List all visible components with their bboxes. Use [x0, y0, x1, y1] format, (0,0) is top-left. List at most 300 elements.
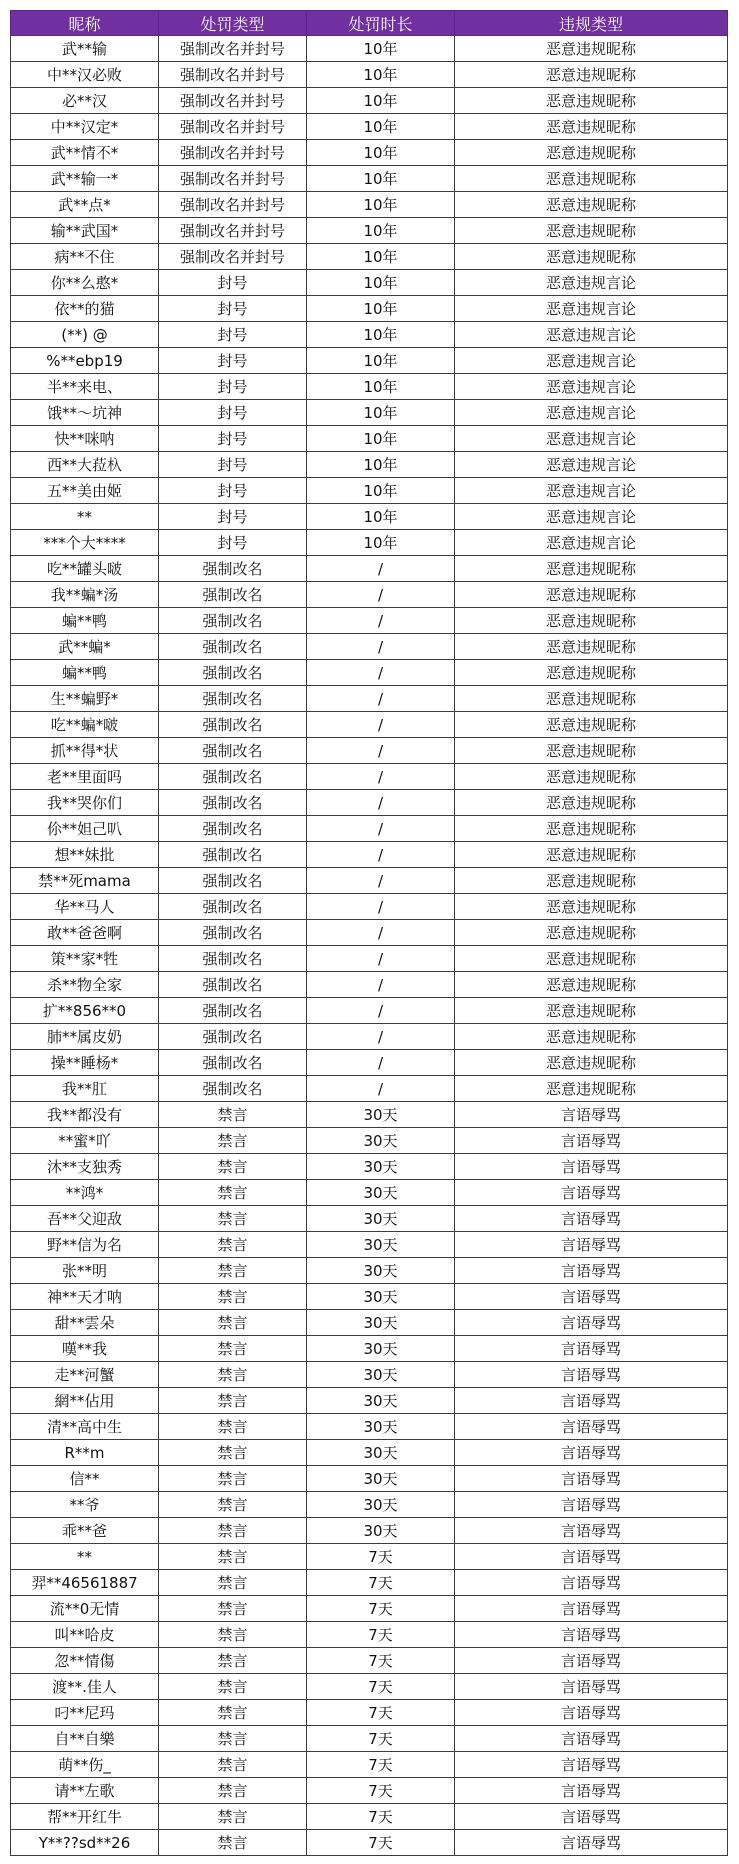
cell-penalty-duration: 30天	[307, 1388, 455, 1414]
cell-penalty-type: 强制改名并封号	[159, 36, 307, 62]
cell-penalty-duration: 10年	[307, 62, 455, 88]
table-row	[11, 1622, 728, 1648]
cell-penalty-duration: 30天	[307, 1336, 455, 1362]
cell-penalty-duration: 10年	[307, 218, 455, 244]
cell-nickname: 杀**物全家	[11, 972, 159, 998]
table-row	[11, 1076, 728, 1102]
cell-violation-type: 言语辱骂	[455, 1492, 728, 1518]
cell-violation-type: 言语辱骂	[455, 1622, 728, 1648]
cell-penalty-duration: 7天	[307, 1596, 455, 1622]
cell-nickname: 嘆**我	[11, 1336, 159, 1362]
cell-nickname: R**m	[11, 1440, 159, 1466]
table-row	[11, 1596, 728, 1622]
cell-nickname: 蝙**鸭	[11, 608, 159, 634]
table-row	[11, 270, 728, 296]
cell-violation-type: 恶意违规昵称	[455, 1076, 728, 1102]
cell-penalty-type: 强制改名	[159, 686, 307, 712]
cell-penalty-type: 禁言	[159, 1440, 307, 1466]
cell-penalty-duration: 30天	[307, 1128, 455, 1154]
cell-penalty-type: 禁言	[159, 1284, 307, 1310]
cell-nickname: 吃**罐头啵	[11, 556, 159, 582]
cell-penalty-type: 封号	[159, 478, 307, 504]
cell-penalty-type: 强制改名并封号	[159, 244, 307, 270]
cell-penalty-type: 强制改名	[159, 868, 307, 894]
cell-penalty-type: 封号	[159, 348, 307, 374]
table-row	[11, 1362, 728, 1388]
cell-penalty-duration: /	[307, 1050, 455, 1076]
table-row	[11, 1700, 728, 1726]
cell-penalty-duration: /	[307, 972, 455, 998]
cell-penalty-duration: /	[307, 712, 455, 738]
cell-nickname: 生**蝙野*	[11, 686, 159, 712]
table-row	[11, 1752, 728, 1778]
cell-violation-type: 恶意违规言论	[455, 348, 728, 374]
table-row	[11, 218, 728, 244]
cell-nickname: 五**美由姬	[11, 478, 159, 504]
cell-penalty-type: 禁言	[159, 1362, 307, 1388]
cell-violation-type: 恶意违规昵称	[455, 634, 728, 660]
cell-nickname: 叼**尼玛	[11, 1700, 159, 1726]
penalty-table	[10, 10, 728, 1856]
table-row	[11, 1518, 728, 1544]
cell-penalty-duration: 30天	[307, 1206, 455, 1232]
cell-nickname: 操**睡杨*	[11, 1050, 159, 1076]
cell-penalty-duration: /	[307, 1076, 455, 1102]
cell-nickname: 老**里面吗	[11, 764, 159, 790]
cell-nickname: 忽**情傷	[11, 1648, 159, 1674]
table-row	[11, 556, 728, 582]
cell-penalty-duration: /	[307, 790, 455, 816]
cell-violation-type: 恶意违规昵称	[455, 946, 728, 972]
cell-nickname: 想**妹批	[11, 842, 159, 868]
cell-violation-type: 言语辱骂	[455, 1440, 728, 1466]
cell-penalty-type: 禁言	[159, 1726, 307, 1752]
table-row	[11, 1674, 728, 1700]
cell-nickname: 我**蝙*汤	[11, 582, 159, 608]
cell-penalty-duration: /	[307, 998, 455, 1024]
table-row	[11, 1804, 728, 1830]
table-row	[11, 426, 728, 452]
cell-nickname: 自**自樂	[11, 1726, 159, 1752]
cell-nickname: 叫**哈皮	[11, 1622, 159, 1648]
cell-penalty-duration: 10年	[307, 478, 455, 504]
table-row	[11, 374, 728, 400]
cell-penalty-type: 强制改名	[159, 1076, 307, 1102]
table-row	[11, 1388, 728, 1414]
cell-penalty-type: 强制改名	[159, 1024, 307, 1050]
table-row	[11, 1336, 728, 1362]
cell-violation-type: 恶意违规昵称	[455, 244, 728, 270]
cell-penalty-type: 强制改名	[159, 608, 307, 634]
header-penalty-duration: 处罚时长	[307, 11, 455, 36]
cell-penalty-duration: /	[307, 1024, 455, 1050]
cell-penalty-type: 禁言	[159, 1492, 307, 1518]
cell-nickname: **鸿*	[11, 1180, 159, 1206]
cell-violation-type: 言语辱骂	[455, 1518, 728, 1544]
cell-penalty-duration: 7天	[307, 1752, 455, 1778]
table-row	[11, 1648, 728, 1674]
cell-violation-type: 言语辱骂	[455, 1128, 728, 1154]
cell-violation-type: 言语辱骂	[455, 1752, 728, 1778]
table-row	[11, 894, 728, 920]
cell-penalty-type: 禁言	[159, 1258, 307, 1284]
cell-nickname: 武**输	[11, 36, 159, 62]
cell-penalty-type: 强制改名	[159, 582, 307, 608]
cell-penalty-type: 强制改名	[159, 556, 307, 582]
cell-penalty-type: 强制改名	[159, 946, 307, 972]
cell-penalty-duration: 30天	[307, 1180, 455, 1206]
table-row	[11, 62, 728, 88]
cell-penalty-duration: 10年	[307, 244, 455, 270]
cell-violation-type: 言语辱骂	[455, 1258, 728, 1284]
penalty-table-container	[10, 10, 727, 1856]
cell-penalty-duration: 30天	[307, 1258, 455, 1284]
cell-penalty-type: 封号	[159, 296, 307, 322]
cell-penalty-type: 强制改名	[159, 712, 307, 738]
cell-penalty-duration: /	[307, 582, 455, 608]
table-row	[11, 1544, 728, 1570]
cell-violation-type: 言语辱骂	[455, 1102, 728, 1128]
cell-penalty-type: 封号	[159, 322, 307, 348]
cell-violation-type: 恶意违规昵称	[455, 738, 728, 764]
cell-violation-type: 恶意违规昵称	[455, 920, 728, 946]
cell-penalty-duration: /	[307, 660, 455, 686]
cell-nickname: 吾**父迎敌	[11, 1206, 159, 1232]
cell-penalty-type: 封号	[159, 374, 307, 400]
cell-penalty-type: 禁言	[159, 1544, 307, 1570]
cell-violation-type: 恶意违规昵称	[455, 1024, 728, 1050]
cell-penalty-type: 禁言	[159, 1180, 307, 1206]
cell-violation-type: 言语辱骂	[455, 1544, 728, 1570]
cell-penalty-duration: /	[307, 608, 455, 634]
cell-nickname: 甜**雲朵	[11, 1310, 159, 1336]
cell-nickname: Y**??sd**26	[11, 1830, 159, 1856]
cell-penalty-duration: /	[307, 842, 455, 868]
table-row	[11, 1050, 728, 1076]
cell-nickname: 渡**.佳人	[11, 1674, 159, 1700]
cell-penalty-duration: /	[307, 634, 455, 660]
cell-violation-type: 恶意违规昵称	[455, 816, 728, 842]
table-row	[11, 1284, 728, 1310]
table-row	[11, 1570, 728, 1596]
cell-violation-type: 恶意违规昵称	[455, 972, 728, 998]
cell-violation-type: 恶意违规言论	[455, 478, 728, 504]
cell-violation-type: 言语辱骂	[455, 1466, 728, 1492]
cell-nickname: 半**来电、	[11, 374, 159, 400]
cell-penalty-duration: 7天	[307, 1622, 455, 1648]
cell-penalty-type: 封号	[159, 426, 307, 452]
cell-violation-type: 恶意违规昵称	[455, 140, 728, 166]
cell-nickname: %**ebp19	[11, 348, 159, 374]
cell-nickname: 萌**伤_	[11, 1752, 159, 1778]
table-row	[11, 1466, 728, 1492]
cell-nickname: 網**佔用	[11, 1388, 159, 1414]
cell-nickname: 羿**46561887	[11, 1570, 159, 1596]
table-row	[11, 998, 728, 1024]
cell-penalty-type: 禁言	[159, 1700, 307, 1726]
table-row	[11, 166, 728, 192]
cell-violation-type: 言语辱骂	[455, 1804, 728, 1830]
cell-nickname: 中**汉定*	[11, 114, 159, 140]
cell-penalty-duration: 10年	[307, 322, 455, 348]
cell-penalty-type: 禁言	[159, 1804, 307, 1830]
cell-nickname: 乖**爸	[11, 1518, 159, 1544]
cell-nickname: 饿**～坑神	[11, 400, 159, 426]
cell-penalty-type: 封号	[159, 400, 307, 426]
cell-penalty-duration: /	[307, 894, 455, 920]
cell-violation-type: 恶意违规昵称	[455, 660, 728, 686]
cell-violation-type: 言语辱骂	[455, 1570, 728, 1596]
cell-penalty-duration: 10年	[307, 504, 455, 530]
cell-penalty-type: 禁言	[159, 1648, 307, 1674]
table-row	[11, 1128, 728, 1154]
cell-violation-type: 恶意违规言论	[455, 426, 728, 452]
table-row	[11, 1102, 728, 1128]
cell-nickname: 我**都没有	[11, 1102, 159, 1128]
cell-nickname: 帮**开红牛	[11, 1804, 159, 1830]
cell-penalty-type: 强制改名	[159, 998, 307, 1024]
table-row	[11, 1180, 728, 1206]
cell-penalty-duration: 30天	[307, 1518, 455, 1544]
cell-penalty-type: 强制改名	[159, 738, 307, 764]
cell-penalty-type: 强制改名并封号	[159, 88, 307, 114]
cell-violation-type: 恶意违规昵称	[455, 62, 728, 88]
cell-nickname: 中**汉必败	[11, 62, 159, 88]
cell-penalty-type: 禁言	[159, 1232, 307, 1258]
cell-nickname: 武**输一*	[11, 166, 159, 192]
cell-penalty-type: 强制改名	[159, 764, 307, 790]
cell-violation-type: 恶意违规昵称	[455, 192, 728, 218]
cell-penalty-type: 强制改名并封号	[159, 192, 307, 218]
table-row	[11, 868, 728, 894]
table-row	[11, 478, 728, 504]
cell-nickname: 病**不住	[11, 244, 159, 270]
table-row	[11, 1154, 728, 1180]
cell-violation-type: 恶意违规昵称	[455, 36, 728, 62]
table-row	[11, 1310, 728, 1336]
table-row	[11, 842, 728, 868]
cell-penalty-duration: 30天	[307, 1466, 455, 1492]
cell-nickname: 蝙**鸭	[11, 660, 159, 686]
cell-nickname: 伱**妲己叭	[11, 816, 159, 842]
table-row	[11, 582, 728, 608]
cell-violation-type: 恶意违规言论	[455, 530, 728, 556]
cell-nickname: 张**明	[11, 1258, 159, 1284]
cell-penalty-duration: 10年	[307, 88, 455, 114]
table-row	[11, 712, 728, 738]
cell-penalty-type: 封号	[159, 452, 307, 478]
cell-penalty-duration: 10年	[307, 114, 455, 140]
cell-nickname: 西**大菈杁	[11, 452, 159, 478]
cell-nickname: 依**的猫	[11, 296, 159, 322]
cell-penalty-duration: 30天	[307, 1102, 455, 1128]
cell-penalty-duration: 7天	[307, 1674, 455, 1700]
cell-violation-type: 恶意违规言论	[455, 296, 728, 322]
cell-penalty-type: 强制改名	[159, 816, 307, 842]
cell-penalty-duration: 30天	[307, 1492, 455, 1518]
table-row	[11, 972, 728, 998]
cell-violation-type: 言语辱骂	[455, 1778, 728, 1804]
cell-penalty-type: 强制改名	[159, 894, 307, 920]
cell-nickname: **	[11, 1544, 159, 1570]
cell-nickname: (**) @	[11, 322, 159, 348]
cell-penalty-duration: 10年	[307, 140, 455, 166]
cell-violation-type: 恶意违规昵称	[455, 218, 728, 244]
cell-penalty-type: 强制改名	[159, 660, 307, 686]
table-row	[11, 400, 728, 426]
cell-penalty-duration: 30天	[307, 1414, 455, 1440]
cell-penalty-duration: 7天	[307, 1804, 455, 1830]
cell-penalty-duration: 10年	[307, 374, 455, 400]
cell-penalty-duration: /	[307, 816, 455, 842]
table-row	[11, 1258, 728, 1284]
cell-nickname: 流**0无情	[11, 1596, 159, 1622]
cell-nickname: 输**武国*	[11, 218, 159, 244]
table-row	[11, 1232, 728, 1258]
cell-penalty-type: 禁言	[159, 1674, 307, 1700]
table-row	[11, 738, 728, 764]
cell-violation-type: 言语辱骂	[455, 1206, 728, 1232]
cell-nickname: ***个大****	[11, 530, 159, 556]
cell-penalty-duration: 10年	[307, 296, 455, 322]
cell-nickname: 武**点*	[11, 192, 159, 218]
cell-nickname: 信**	[11, 1466, 159, 1492]
cell-violation-type: 恶意违规言论	[455, 452, 728, 478]
cell-violation-type: 恶意违规昵称	[455, 764, 728, 790]
cell-nickname: 吃**蝙*啵	[11, 712, 159, 738]
cell-penalty-type: 强制改名	[159, 1050, 307, 1076]
cell-penalty-duration: 7天	[307, 1830, 455, 1856]
cell-penalty-duration: 10年	[307, 270, 455, 296]
cell-penalty-type: 强制改名并封号	[159, 62, 307, 88]
cell-violation-type: 言语辱骂	[455, 1648, 728, 1674]
cell-penalty-type: 禁言	[159, 1830, 307, 1856]
cell-violation-type: 言语辱骂	[455, 1232, 728, 1258]
cell-penalty-duration: 7天	[307, 1648, 455, 1674]
cell-nickname: 必**汉	[11, 88, 159, 114]
table-row	[11, 452, 728, 478]
table-row	[11, 114, 728, 140]
cell-penalty-type: 禁言	[159, 1336, 307, 1362]
cell-penalty-duration: 10年	[307, 36, 455, 62]
cell-penalty-duration: 7天	[307, 1778, 455, 1804]
cell-penalty-type: 封号	[159, 270, 307, 296]
table-row	[11, 140, 728, 166]
cell-penalty-duration: 10年	[307, 530, 455, 556]
cell-violation-type: 恶意违规言论	[455, 374, 728, 400]
cell-penalty-duration: /	[307, 946, 455, 972]
cell-nickname: 武**蝙*	[11, 634, 159, 660]
cell-violation-type: 言语辱骂	[455, 1180, 728, 1206]
table-row	[11, 920, 728, 946]
cell-violation-type: 恶意违规昵称	[455, 686, 728, 712]
cell-penalty-duration: 7天	[307, 1570, 455, 1596]
cell-penalty-duration: 30天	[307, 1310, 455, 1336]
cell-violation-type: 恶意违规言论	[455, 400, 728, 426]
table-row	[11, 660, 728, 686]
cell-penalty-type: 强制改名	[159, 634, 307, 660]
cell-violation-type: 恶意违规昵称	[455, 608, 728, 634]
cell-violation-type: 言语辱骂	[455, 1700, 728, 1726]
table-row	[11, 634, 728, 660]
cell-penalty-duration: 7天	[307, 1544, 455, 1570]
cell-penalty-duration: 30天	[307, 1362, 455, 1388]
cell-penalty-type: 禁言	[159, 1414, 307, 1440]
cell-penalty-duration: 10年	[307, 452, 455, 478]
cell-nickname: **蜜*吖	[11, 1128, 159, 1154]
table-row	[11, 244, 728, 270]
cell-penalty-type: 禁言	[159, 1466, 307, 1492]
cell-nickname: 你**么憨*	[11, 270, 159, 296]
table-row	[11, 608, 728, 634]
cell-violation-type: 言语辱骂	[455, 1154, 728, 1180]
cell-penalty-duration: /	[307, 868, 455, 894]
cell-penalty-type: 禁言	[159, 1570, 307, 1596]
cell-nickname: 抓**得*状	[11, 738, 159, 764]
table-row	[11, 686, 728, 712]
cell-penalty-type: 禁言	[159, 1154, 307, 1180]
table-row	[11, 1440, 728, 1466]
cell-nickname: 肺**属皮奶	[11, 1024, 159, 1050]
table-row	[11, 790, 728, 816]
cell-penalty-type: 封号	[159, 530, 307, 556]
cell-penalty-type: 强制改名并封号	[159, 140, 307, 166]
table-row	[11, 530, 728, 556]
table-row	[11, 1492, 728, 1518]
cell-penalty-duration: /	[307, 686, 455, 712]
cell-penalty-duration: 10年	[307, 400, 455, 426]
cell-penalty-duration: 10年	[307, 426, 455, 452]
table-row	[11, 348, 728, 374]
cell-violation-type: 恶意违规昵称	[455, 1050, 728, 1076]
cell-nickname: **	[11, 504, 159, 530]
cell-penalty-duration: 30天	[307, 1440, 455, 1466]
cell-penalty-duration: 10年	[307, 166, 455, 192]
table-row	[11, 764, 728, 790]
table-row	[11, 1206, 728, 1232]
cell-penalty-type: 禁言	[159, 1596, 307, 1622]
table-row	[11, 322, 728, 348]
cell-nickname: 扩**856**0	[11, 998, 159, 1024]
cell-violation-type: 恶意违规昵称	[455, 582, 728, 608]
cell-violation-type: 恶意违规昵称	[455, 88, 728, 114]
table-row	[11, 192, 728, 218]
cell-penalty-type: 强制改名	[159, 842, 307, 868]
cell-penalty-duration: /	[307, 764, 455, 790]
cell-penalty-duration: 10年	[307, 192, 455, 218]
cell-penalty-duration: 7天	[307, 1700, 455, 1726]
table-row	[11, 1778, 728, 1804]
cell-violation-type: 恶意违规昵称	[455, 556, 728, 582]
cell-violation-type: 言语辱骂	[455, 1830, 728, 1856]
cell-violation-type: 言语辱骂	[455, 1336, 728, 1362]
cell-violation-type: 恶意违规言论	[455, 270, 728, 296]
cell-nickname: 敢**爸爸啊	[11, 920, 159, 946]
table-row	[11, 296, 728, 322]
cell-nickname: 武**情不*	[11, 140, 159, 166]
cell-nickname: 我**肛	[11, 1076, 159, 1102]
cell-penalty-duration: /	[307, 556, 455, 582]
cell-violation-type: 恶意违规昵称	[455, 998, 728, 1024]
cell-penalty-type: 强制改名	[159, 790, 307, 816]
cell-nickname: 沐**支独秀	[11, 1154, 159, 1180]
cell-penalty-type: 强制改名	[159, 972, 307, 998]
cell-nickname: 神**天才呐	[11, 1284, 159, 1310]
cell-penalty-type: 禁言	[159, 1778, 307, 1804]
cell-penalty-type: 禁言	[159, 1752, 307, 1778]
cell-violation-type: 恶意违规昵称	[455, 712, 728, 738]
cell-penalty-type: 禁言	[159, 1518, 307, 1544]
